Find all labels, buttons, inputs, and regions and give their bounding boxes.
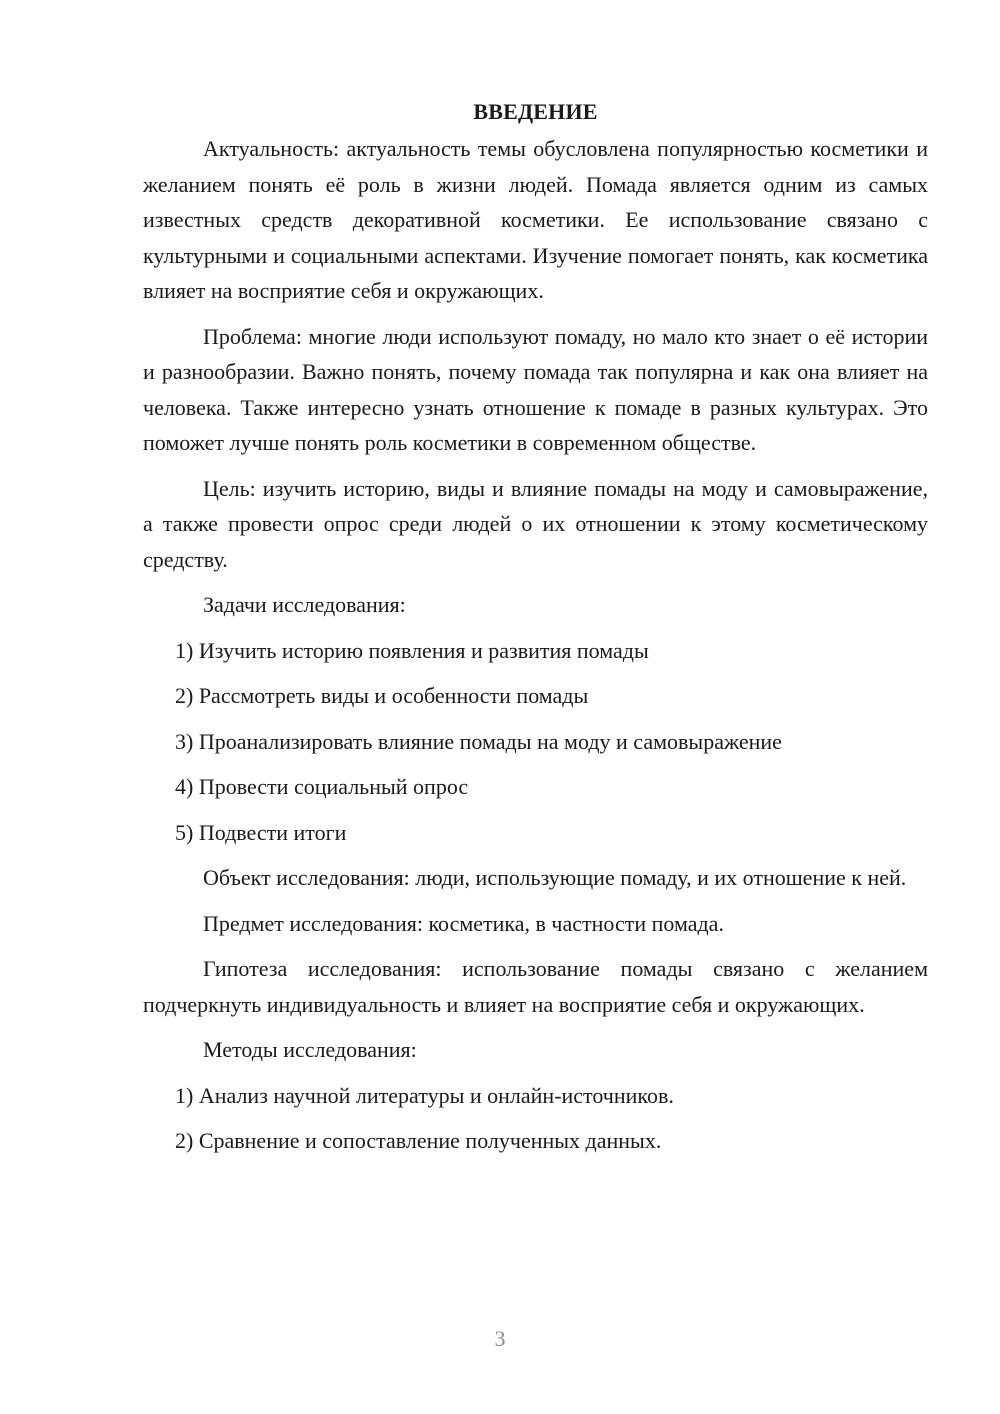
- document-body: [143, 94, 928, 1169]
- methods-list: [143, 1078, 928, 1159]
- tasks-heading: Задачи исследования:: [203, 592, 406, 617]
- goal-paragraph: Цель: изучить историю, виды и влияние помады на моду и самовыражение, а также провести опрос среди людей о их отношении к этому косметическому средству.: [143, 475, 928, 572]
- list-item: 1) Анализ научной литературы и онлайн-источников.: [175, 1082, 674, 1108]
- list-item: 5) Подвести итоги: [175, 819, 347, 845]
- object-paragraph: Объект исследования: люди, использующие помаду, и их отношение к ней.: [203, 865, 907, 890]
- hypothesis-paragraph: Гипотеза исследования: использование помады связано с желанием подчеркнуть индивидуальность и влияет на восприятие себя и окружающих.: [143, 956, 928, 1017]
- list-item: 2) Рассмотреть виды и особенности помады: [175, 683, 589, 708]
- list-item: 4) Провести социальный опрос: [175, 774, 469, 799]
- relevance-paragraph: Актуальность: актуальность темы обусловлена популярностью косметики и желанием понять её роль в жизни людей. Помада является одним из самых известных средств декоративной косметики. Ее использование связано с культурными и социальными аспектами. Изучение помогает понять, как косметика влияет на восприятие себя и окружающих.: [143, 136, 928, 303]
- tasks-list: [143, 633, 928, 851]
- page-title: ВВЕДЕНИЕ: [473, 99, 598, 124]
- subject-paragraph: Предмет исследования: косметика, в частности помада.: [203, 910, 724, 936]
- list-item: 3) Проанализировать влияние помады на моду и самовыражение: [175, 728, 782, 754]
- problem-paragraph: Проблема: многие люди используют помаду, но мало кто знает о её истории и разнообразии. Важно понять, почему помада так популярна и как она влияет на человека. Также интересно узнать отношение к помаде в разных культурах. Это поможет лучше понять роль косметики в современном обществе.: [143, 323, 928, 455]
- methods-heading: Методы исследования:: [203, 1037, 417, 1062]
- list-item: 1) Изучить историю появления и развития помады: [175, 637, 649, 663]
- page-number: 3: [494, 1326, 506, 1351]
- list-item: 2) Сравнение и сопоставление полученных данных.: [175, 1128, 662, 1153]
